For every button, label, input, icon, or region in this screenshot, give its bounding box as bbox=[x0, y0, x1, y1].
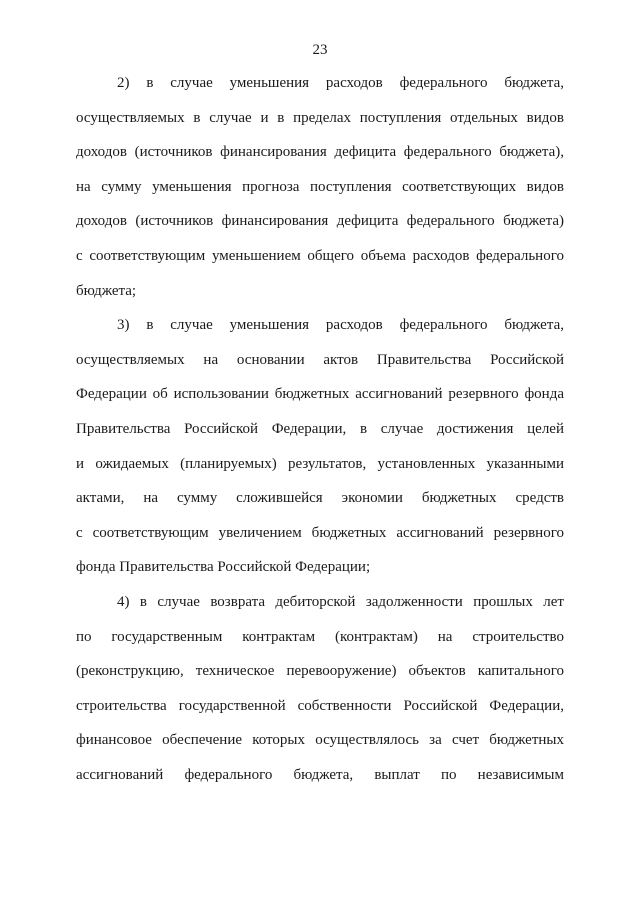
text-line: строительства государственной собственности Российской Федерации, bbox=[76, 697, 564, 714]
text-line: фонда Правительства Российской Федерации; bbox=[76, 559, 371, 576]
paragraph-item-3 bbox=[76, 308, 564, 585]
text-line: бюджета; bbox=[76, 282, 137, 299]
paragraph-item-2 bbox=[76, 66, 564, 308]
text-line: осуществляемых в случае и в пределах поступления отдельных видов bbox=[76, 109, 564, 126]
text-line: доходов (источников финансирования дефицита федерального бюджета) bbox=[76, 213, 564, 230]
text-line: на сумму уменьшения прогноза поступления соответствующих видов bbox=[76, 178, 564, 195]
text-line: актами, на сумму сложившейся экономии бюджетных средств bbox=[76, 490, 564, 507]
text-line: 2) в случае уменьшения расходов федерального бюджета, bbox=[117, 75, 564, 91]
text-line: с соответствующим увеличением бюджетных ассигнований резервного bbox=[76, 524, 564, 541]
text-line: ассигнований федерального бюджета, выплат по независимым bbox=[76, 766, 564, 783]
text-line: Правительства Российской Федерации, в случае достижения целей bbox=[76, 420, 564, 437]
text-line: Федерации об использовании бюджетных ассигнований резервного фонда bbox=[76, 386, 564, 403]
page-number: 23 bbox=[312, 42, 328, 58]
text-line: финансовое обеспечение которых осуществлялось за счет бюджетных bbox=[76, 732, 564, 749]
paragraph-item-4 bbox=[76, 585, 564, 793]
text-line: и ожидаемых (планируемых) результатов, установленных указанными bbox=[76, 455, 564, 472]
text-line: 4) в случае возврата дебиторской задолженности прошлых лет bbox=[117, 593, 564, 610]
text-line: по государственным контрактам (контрактам) на строительство bbox=[76, 628, 564, 645]
text-line: доходов (источников финансирования дефицита федерального бюджета), bbox=[76, 144, 564, 161]
body-text bbox=[76, 66, 564, 792]
text-line: осуществляемых на основании актов Правительства Российской bbox=[76, 351, 564, 368]
text-line: 3) в случае уменьшения расходов федерального бюджета, bbox=[117, 317, 564, 334]
text-line: (реконструкцию, техническое перевооружение) объектов капитального bbox=[76, 663, 564, 680]
text-line: с соответствующим уменьшением общего объема расходов федерального bbox=[76, 247, 564, 264]
